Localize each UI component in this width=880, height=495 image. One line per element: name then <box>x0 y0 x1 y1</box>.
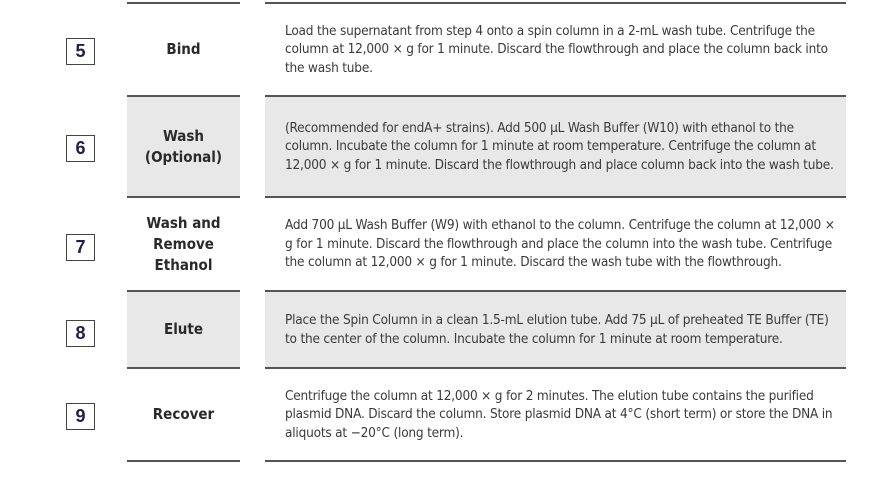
step-number: 6 <box>66 135 95 162</box>
step-row-7 <box>0 198 880 292</box>
step-description: Add 700 µL Wash Buffer (W9) with ethanol to the column. Centrifuge the column at 12,000 × g for 1 minute. Discard the flowthrough and place the column into the wash tube. Centrifuge the column at 12,000 × g for 1 minute. Discard the wash tube with the flowthrough. <box>265 198 846 292</box>
step-description: Load the supernatant from step 4 onto a spin column in a 2-mL wash tube. Centrifuge the column at 12,000 × g for 1 minute. Discard the flowthrough and place the column back into the wash tube. <box>265 4 846 97</box>
step-label: Elute <box>127 292 240 369</box>
step-label: Recover <box>127 369 240 462</box>
step-label: Wash and Remove Ethanol <box>127 198 240 292</box>
step-label: Bind <box>127 4 240 97</box>
step-description: Place the Spin Column in a clean 1.5-mL elution tube. Add 75 µL of preheated TE Buffer (TE) to the center of the column. Incubate the column for 1 minute at room temperature. <box>265 292 846 369</box>
step-row-8 <box>0 292 880 369</box>
step-row-6 <box>0 97 880 198</box>
step-row-9 <box>0 369 880 462</box>
step-label: Wash (Optional) <box>127 97 240 198</box>
step-description: Centrifuge the column at 12,000 × g for 2 minutes. The elution tube contains the purified plasmid DNA. Discard the column. Store plasmid DNA at 4°C (short term) or store the DNA in aliquots at −20°C (long term). <box>265 369 846 462</box>
step-description: (Recommended for endA+ strains). Add 500 µL Wash Buffer (W10) with ethanol to the column. Incubate the column for 1 minute at room temperature. Centrifuge the column at 12,000 × g for 1 minute. Discard the flowthrough and place column back into the wash tube. <box>265 97 846 198</box>
step-number: 9 <box>66 403 95 430</box>
step-number: 7 <box>66 234 95 261</box>
step-row-5 <box>0 4 880 97</box>
step-number: 5 <box>66 38 95 65</box>
step-number: 8 <box>66 320 95 347</box>
